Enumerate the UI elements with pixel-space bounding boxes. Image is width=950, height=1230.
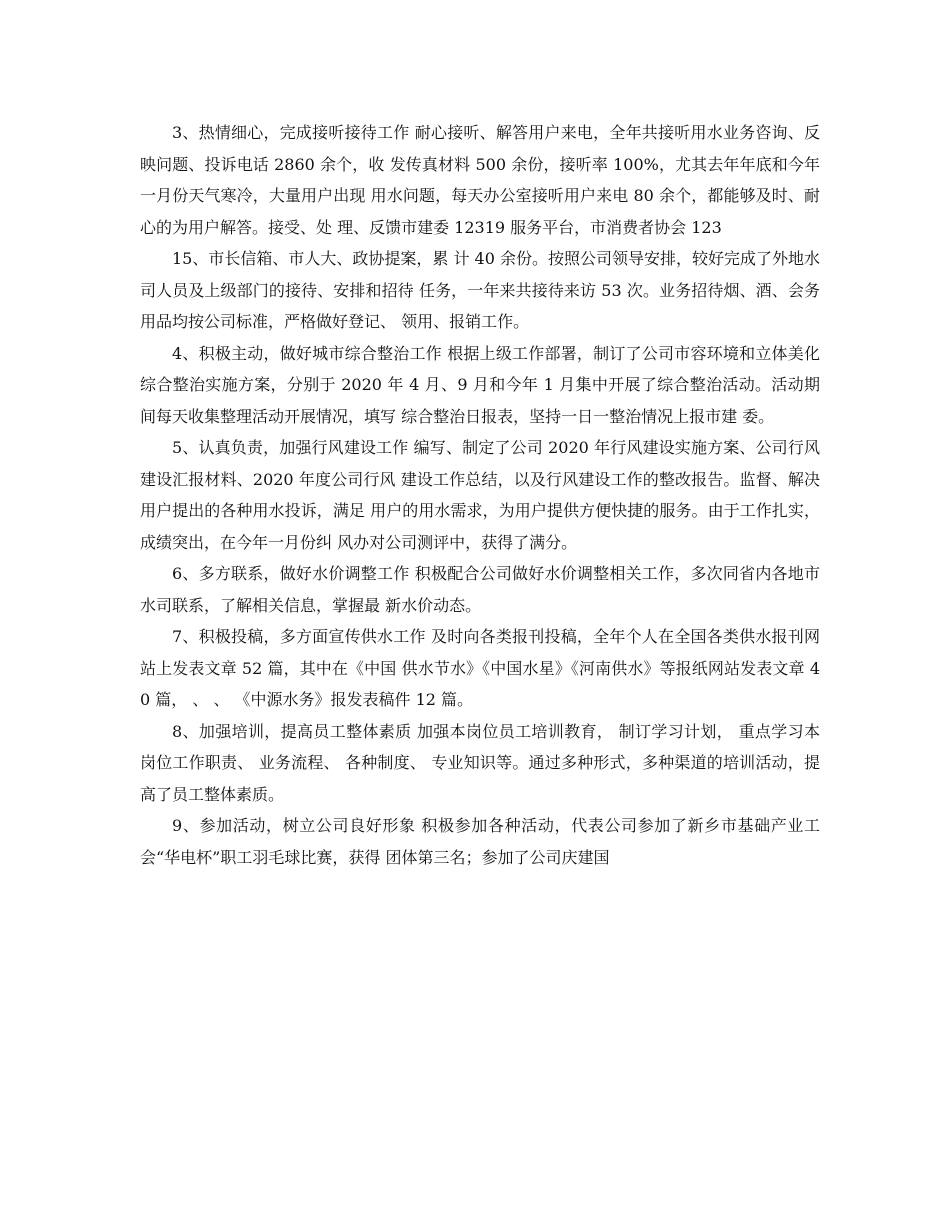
paragraph-item-8-training: 8、加强培训，提高员工整体素质 加强本岗位员工培训教育， 制订学习计划， 重点学习本岗位工作职责、 业务流程、 各种制度、 专业知识等。通过多种形式，多种渠道的培训活动，提高了员工整体素质。: [140, 721, 820, 804]
paragraph-item-3-reception: 3、热情细心，完成接听接待工作 耐心接听、解答用户来电，全年共接听用水业务咨询、反映问题、投诉电话 2860 余个，收 发传真材料 500 余份，接听率 100%，尤其去年年底和今年一月份天气寒冷，大量用户出现 用水问题，每天办公室接听用户来电 80 余个，都能够及时、耐心的为用户解答。接受、处 理、反馈市建委 12319 服务平台，市消费者协会 123: [140, 123, 820, 237]
paragraph-item-9-activities: 9、参加活动，树立公司良好形象 积极参加各种活动，代表公司参加了新乡市基础产业工会“华电杯”职工羽毛球比赛，获得 团体第三名；参加了公司庆建国: [140, 816, 820, 867]
paragraph-mayor-mailbox: 15、市长信箱、市人大、政协提案，累 计 40 余份。按照公司领导安排，较好完成了外地水司人员及上级部门的接待、安排和招待 任务，一年来共接待来访 53 次。业务招待烟、酒、会务用品均按公司标准，严格做好登记、 领用、报销工作。: [140, 249, 820, 331]
paragraph-item-7-publicity: 7、积极投稿，多方面宣传供水工作 及时向各类报刊投稿，全年个人在全国各类供水报刊网站上发表文章 52 篇，其中在《中国 供水节水》《中国水星》《河南供水》等报纸网站发表文章 40 篇， 、 、 《中源水务》报发表稿件 12 篇。: [140, 627, 820, 709]
paragraph-item-4-city-renovation: 4、积极主动，做好城市综合整治工作 根据上级工作部署，制订了公司市容环境和立体美化综合整治实施方案，分别于 2020 年 4 月、9 月和今年 1 月集中开展了综合整治活动。活动期间每天收集整理活动开展情况，填写 综合整治日报表，坚持一日一整治情况上报市建 委。: [140, 343, 820, 426]
paragraph-item-6-water-price: 6、多方联系，做好水价调整工作 积极配合公司做好水价调整相关工作，多次同省内各地市水司联系，了解相关信息，掌握最 新水价动态。: [140, 564, 820, 615]
document-body: [140, 117, 820, 873]
paragraph-item-5-conduct-building: 5、认真负责，加强行风建设工作 编写、制定了公司 2020 年行风建设实施方案、公司行风建设汇报材料、2020 年度公司行风 建设工作总结，以及行风建设工作的整改报告。监督、解决用户提出的各种用水投诉，满足 用户的用水需求，为用户提供方便快捷的服务。由于工作扎实，成绩突出，在今年一月份纠 风办对公司测评中，获得了满分。: [140, 438, 820, 552]
